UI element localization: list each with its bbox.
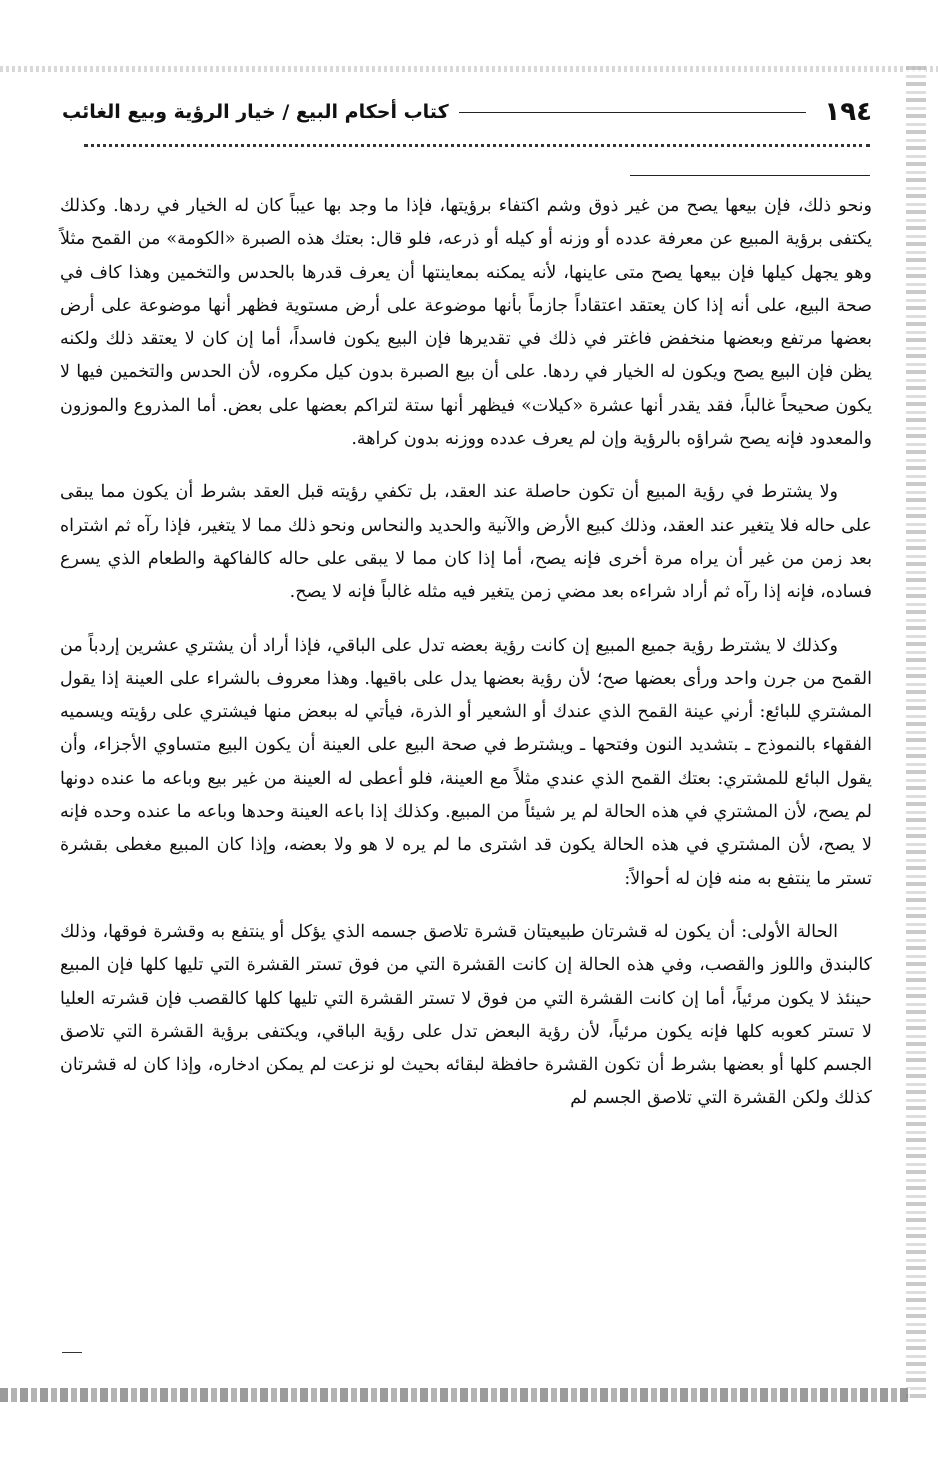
decorative-border-top [0, 66, 938, 72]
paragraph: ونحو ذلك، فإن بيعها يصح من غير ذوق وشم اكتفاء برؤيتها، فإذا ما وجد بها عيباً كان له الخيار في ردها. وكذلك يكتفى برؤية المبيع عن معرفة عدده أو وزنه أو كيله أو ذرعه، فلو قال: بعتك هذه الصبرة «الكومة» من القمح مثلاً وهو يجهل كيلها فإن بيعها يصح متى عاينها، لأنه يمكنه بمعاينتها أن يعرف قدرها بالحدس والتخمين وهذا كاف في صحة البيع، على أنه إذا كان يعتقد اعتقاداً جازماً بأنها موضوعة على أرض مستوية فظهر أنها موضوعة على أرض بعضها مرتفع وبعضها منخفض فاغتر في ذلك في تقديرها فإن البيع يكون فاسداً، أما إن كان لا يعتقد ذلك ولكنه يظن فإن البيع يصح ويكون له الخيار في ردها. على أن بيع الصبرة بدون كيل مكروه، لأن الحدس والتخمين فيها لا يكون صحيحاً غالباً، فقد يقدر أنها عشرة «كيلات» فيظهر أنها ستة لتراكم بعضها على بعض. أما المذروع والموزون والمعدود فإنه يصح شراؤه بالرؤية وإن لم يعرف عدده ووزنه بدون كراهة. [60, 196, 872, 450]
body-text [60, 190, 872, 1116]
dotted-separator [84, 144, 870, 147]
paragraph: وكذلك لا يشترط رؤية جميع المبيع إن كانت رؤية بعضه تدل على الباقي، فإذا أراد أن يشتري عشرين إردباً من القمح من جرن واحد ورأى بعضها صح؛ لأن رؤية بعضها يدل على باقيها. وهذا معروف بالشراء على العينة إذا يقول المشتري للبائع: أرني عينة القمح الذي عندك أو الشعير أو الذرة، فيأتي له ببعض منها فيشتري على رؤيته ويسميه الفقهاء بالنموذج ـ بتشديد النون وفتحها ـ ويشترط في صحة البيع على العينة أن يكون البيع متساوي الأجزاء، وأن يقول البائع للمشتري: بعتك القمح الذي عندي مثلاً مع العينة، فلو أعطى له العينة من غير بيع وباعه ما عنده دونها لم يصح، لأن المشتري في هذه الحالة لم ير شيئاً من المبيع. وكذلك إذا باعه العينة وحدها وباعه ما عنده وحده فإنه لا يصح، لأن المشتري في هذه الحالة يكون قد اشترى ما لم يره لا هو ولا بعضه، وإذا كان المبيع مغطى بقشرة تستر ما ينتفع به منه فإن له أحوالاً: [60, 635, 872, 889]
page-header [62, 92, 872, 132]
paragraph: الحالة الأولى: أن يكون له قشرتان طبيعيتان قشرة تلاصق جسمه الذي يؤكل أو ينتفع به وقشرة فوقها، وذلك كالبندق واللوز والقصب، وفي هذه الحالة إن كانت القشرة التي من فوق تستر القشرة التي تليها كلها فإن المبيع حينئذ لا يكون مرئياً، أما إن كانت القشرة التي من فوق لا تستر القشرة التي تليها كلها كالقصب فإن قشرته العليا لا تستر كعوبه كلها فإنه يكون مرئياً، لأن رؤية البعض تدل على رؤية الباقي، ويكتفى برؤية القشرة التي تلاصق الجسم كلها أو بعضها بشرط أن تكون القشرة حافظة لبقائه بحيث لو نزعت لم يمكن ادخاره، وإذا كان له قشرتان كذلك ولكن القشرة التي تلاصق الجسم لم [60, 921, 872, 1109]
footer-mark [62, 1352, 82, 1353]
decorative-border-bottom [0, 1388, 910, 1402]
paragraph: ولا يشترط في رؤية المبيع أن تكون حاصلة عند العقد، بل تكفي رؤيته قبل العقد بشرط أن يكون مما يبقى على حاله فلا يتغير عند العقد، وذلك كبيع الأرض والآنية والحديد والنحاس ونحو ذلك مما لا يتغير، فإذا رآه ثم اشتراه بعد زمن من غير أن يراه مرة أخرى فإنه يصح، أما إذا كان مما لا يبقى على حاله كالفاكهة والطعام الذي يسرع فساده، فإنه إذا رآه ثم أراد شراءه بعد مضي زمن يتغير فيه مثله غالباً فإنه لا يصح. [60, 482, 872, 603]
running-title: كتاب أحكام البيع / خيار الرؤية وبيع الغائب [62, 101, 449, 123]
header-rule [459, 112, 807, 113]
page-number: ١٩٤ [824, 97, 872, 127]
section-rule [630, 175, 870, 176]
decorative-border-right [906, 66, 926, 1402]
